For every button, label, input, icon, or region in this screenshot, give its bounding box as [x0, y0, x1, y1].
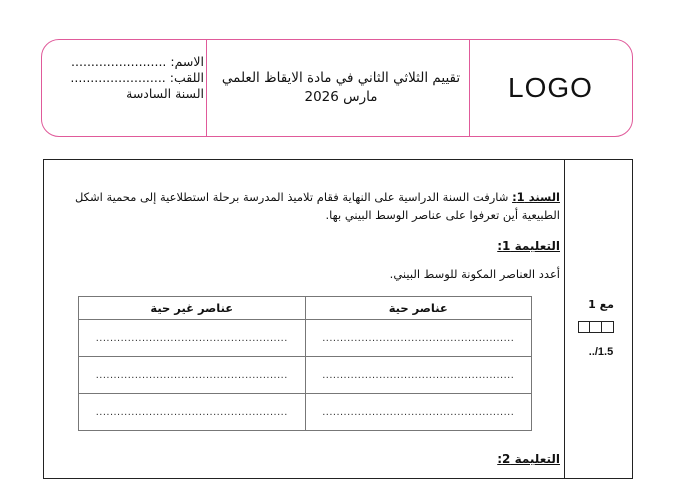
exam-title — [213, 40, 469, 136]
grading-box — [578, 321, 590, 333]
sanad-text: شارفت السنة الدراسية على النهاية فقام تلاميذ المدرسة برحلة استطلاعية إلى محمية اشكل الطبيعية أين تعرفوا على عناصر الوسط البيني بها. — [74, 190, 560, 222]
answer-blank[interactable]: ...................................................... — [305, 357, 532, 394]
task-1-label: التعليمة 1: — [497, 239, 560, 253]
table-header-row — [79, 297, 532, 320]
grading-box — [590, 321, 602, 333]
name-field: الاسم: ........................ — [71, 54, 204, 69]
sanad-1 — [60, 188, 560, 224]
answer-blank[interactable]: ...................................................... — [79, 357, 306, 394]
table-row — [79, 357, 532, 394]
score-label: ../1.5 — [588, 346, 614, 358]
sanad-label: السند 1: — [512, 190, 560, 204]
task-1-instruction: أعدد العناصر المكونة للوسط البيني. — [389, 267, 560, 281]
grading-box — [602, 321, 614, 333]
exam-body — [43, 159, 633, 479]
surname-field: اللقب: ........................ — [70, 70, 204, 85]
elements-table — [78, 296, 532, 431]
exam-date: مارس 2026 — [304, 89, 378, 105]
answer-blank[interactable]: ...................................................... — [79, 394, 306, 431]
answer-blank[interactable]: ...................................................... — [305, 320, 532, 357]
margin-column-divider — [564, 160, 565, 478]
answer-blank[interactable]: ...................................................... — [79, 320, 306, 357]
header-living: عناصر حية — [305, 297, 532, 320]
exam-title-line1: تقييم الثلاثي الثاني في مادة الايقاظ العلمي — [221, 70, 461, 86]
grade-label: السنة السادسة — [126, 86, 204, 101]
header-box — [41, 39, 633, 137]
table-row — [79, 394, 532, 431]
task-1-heading — [497, 239, 560, 253]
grading-boxes — [578, 321, 614, 333]
header-divider-left — [206, 40, 207, 136]
school-logo: LOGO — [508, 72, 593, 103]
task-2-label: التعليمة 2: — [497, 452, 560, 466]
table-row — [79, 320, 532, 357]
answer-blank[interactable]: ...................................................... — [305, 394, 532, 431]
header-non-living: عناصر غير حية — [79, 297, 306, 320]
student-info — [42, 54, 206, 102]
criterion-label: مع 1 — [588, 298, 614, 311]
